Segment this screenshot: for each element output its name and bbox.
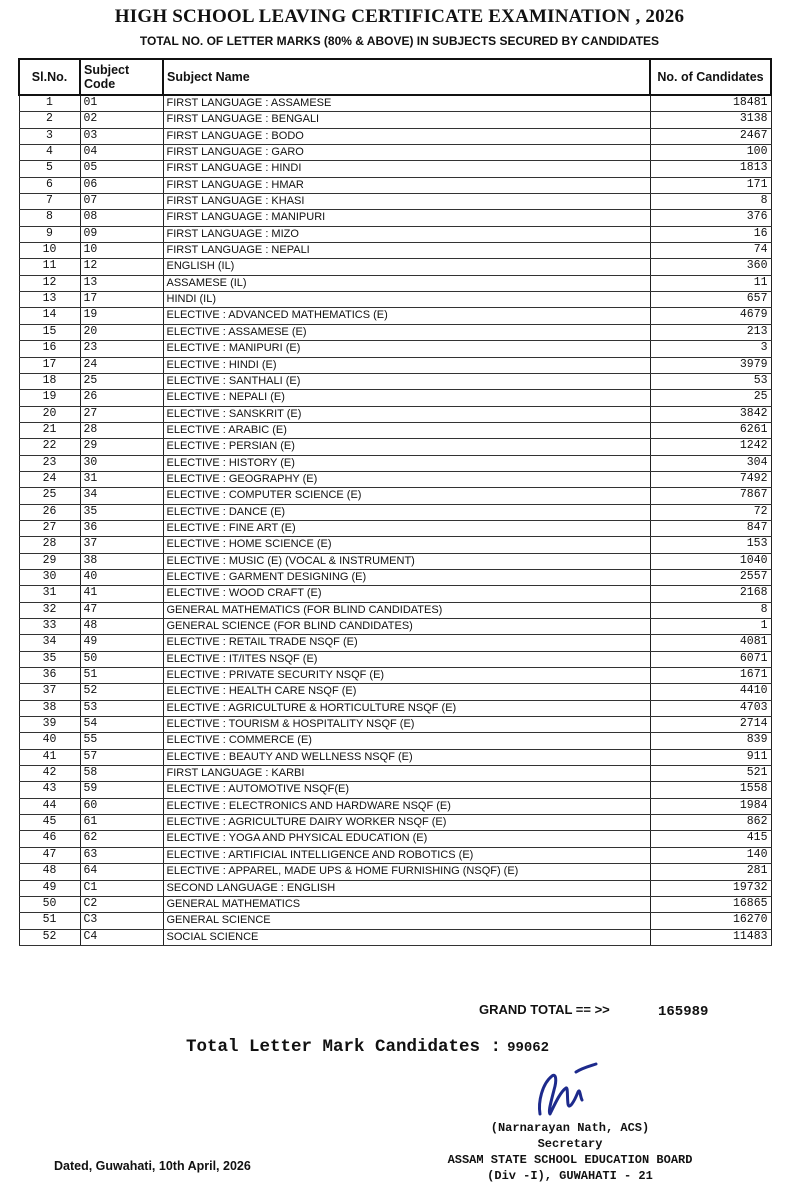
- table-row: [19, 357, 771, 373]
- row-subject-code: 57: [80, 749, 163, 765]
- row-candidate-count: 6071: [650, 651, 771, 667]
- document-title: HIGH SCHOOL LEAVING CERTIFICATE EXAMINATION , 2026: [114, 6, 685, 27]
- row-subject-name: ELECTIVE : ASSAMESE (E): [163, 324, 650, 340]
- row-subject-name: ASSAMESE (IL): [163, 275, 650, 291]
- row-subject-name: GENERAL SCIENCE (FOR BLIND CANDIDATES): [163, 619, 650, 635]
- table-row: [19, 210, 771, 226]
- row-subject-name: ELECTIVE : GARMENT DESIGNING (E): [163, 569, 650, 585]
- row-subject-code: C1: [80, 880, 163, 896]
- row-sl-no: 26: [19, 504, 80, 520]
- table-header-row: [19, 59, 771, 95]
- row-sl-no: 52: [19, 929, 80, 945]
- row-subject-name: ELECTIVE : MUSIC (E) (VOCAL & INSTRUMENT): [163, 553, 650, 569]
- row-sl-no: 37: [19, 684, 80, 700]
- table-row: [19, 128, 771, 144]
- table-row: [19, 537, 771, 553]
- signatory-designation: Secretary: [537, 1137, 603, 1151]
- row-subject-code: 05: [80, 161, 163, 177]
- table-row: [19, 569, 771, 585]
- row-sl-no: 36: [19, 668, 80, 684]
- row-subject-name: FIRST LANGUAGE : ASSAMESE: [163, 95, 650, 112]
- row-sl-no: 3: [19, 128, 80, 144]
- row-candidate-count: 16: [650, 226, 771, 242]
- row-subject-name: GENERAL MATHEMATICS (FOR BLIND CANDIDATES): [163, 602, 650, 618]
- table-row: [19, 864, 771, 880]
- row-subject-name: ELECTIVE : HINDI (E): [163, 357, 650, 373]
- row-sl-no: 46: [19, 831, 80, 847]
- table-row: [19, 308, 771, 324]
- row-subject-code: 29: [80, 439, 163, 455]
- row-sl-no: 24: [19, 471, 80, 487]
- table-row: [19, 324, 771, 340]
- row-subject-code: 55: [80, 733, 163, 749]
- row-subject-name: SECOND LANGUAGE : ENGLISH: [163, 880, 650, 896]
- signatory-division: (Div -I), GUWAHATI - 21: [487, 1169, 653, 1183]
- row-subject-code: 37: [80, 537, 163, 553]
- row-subject-code: 47: [80, 602, 163, 618]
- row-candidate-count: 153: [650, 537, 771, 553]
- table-row: [19, 700, 771, 716]
- row-candidate-count: 2557: [650, 569, 771, 585]
- row-subject-code: 08: [80, 210, 163, 226]
- row-subject-name: ELECTIVE : ARTIFICIAL INTELLIGENCE AND ROBOTICS (E): [163, 847, 650, 863]
- row-subject-name: ELECTIVE : BEAUTY AND WELLNESS NSQF (E): [163, 749, 650, 765]
- row-sl-no: 20: [19, 406, 80, 422]
- signatory-organization: ASSAM STATE SCHOOL EDUCATION BOARD: [447, 1153, 693, 1167]
- table-row: [19, 520, 771, 536]
- row-sl-no: 35: [19, 651, 80, 667]
- row-sl-no: 48: [19, 864, 80, 880]
- row-candidate-count: 1558: [650, 782, 771, 798]
- row-subject-name: ELECTIVE : PERSIAN (E): [163, 439, 650, 455]
- row-subject-code: 19: [80, 308, 163, 324]
- row-subject-code: 12: [80, 259, 163, 275]
- row-candidate-count: 3138: [650, 112, 771, 128]
- table-row: [19, 177, 771, 193]
- row-sl-no: 15: [19, 324, 80, 340]
- row-sl-no: 5: [19, 161, 80, 177]
- table-row: [19, 95, 771, 112]
- row-subject-name: FIRST LANGUAGE : HMAR: [163, 177, 650, 193]
- row-subject-code: 41: [80, 586, 163, 602]
- row-sl-no: 21: [19, 422, 80, 438]
- total-letter-mark-label: Total Letter Mark Candidates :: [186, 1037, 502, 1057]
- row-subject-name: ELECTIVE : HEALTH CARE NSQF (E): [163, 684, 650, 700]
- row-candidate-count: 1671: [650, 668, 771, 684]
- row-sl-no: 39: [19, 717, 80, 733]
- row-candidate-count: 213: [650, 324, 771, 340]
- row-candidate-count: 1242: [650, 439, 771, 455]
- table-row: [19, 292, 771, 308]
- row-sl-no: 31: [19, 586, 80, 602]
- row-subject-code: C3: [80, 913, 163, 929]
- row-candidate-count: 657: [650, 292, 771, 308]
- row-sl-no: 19: [19, 390, 80, 406]
- row-subject-name: ELECTIVE : TOURISM & HOSPITALITY NSQF (E): [163, 717, 650, 733]
- row-subject-name: FIRST LANGUAGE : BENGALI: [163, 112, 650, 128]
- grand-total-value: 165989: [658, 1004, 709, 1020]
- row-subject-name: ELECTIVE : APPAREL, MADE UPS & HOME FURNISHING (NSQF) (E): [163, 864, 650, 880]
- total-letter-mark-line: [186, 1037, 549, 1057]
- row-sl-no: 12: [19, 275, 80, 291]
- row-subject-name: FIRST LANGUAGE : KHASI: [163, 194, 650, 210]
- table-row: [19, 815, 771, 831]
- row-subject-code: 17: [80, 292, 163, 308]
- row-candidate-count: 18481: [650, 95, 771, 112]
- row-subject-code: 27: [80, 406, 163, 422]
- row-sl-no: 22: [19, 439, 80, 455]
- row-subject-name: ELECTIVE : HISTORY (E): [163, 455, 650, 471]
- dated-line: Dated, Guwahati, 10th April, 2026: [54, 1159, 251, 1173]
- table-row: [19, 831, 771, 847]
- header-subject-code: Subject Code: [80, 59, 163, 95]
- table-row: [19, 896, 771, 912]
- row-subject-code: 03: [80, 128, 163, 144]
- row-sl-no: 13: [19, 292, 80, 308]
- table-row: [19, 553, 771, 569]
- row-sl-no: 43: [19, 782, 80, 798]
- row-subject-code: 50: [80, 651, 163, 667]
- row-sl-no: 4: [19, 145, 80, 161]
- row-sl-no: 32: [19, 602, 80, 618]
- row-subject-name: ELECTIVE : PRIVATE SECURITY NSQF (E): [163, 668, 650, 684]
- row-sl-no: 45: [19, 815, 80, 831]
- row-subject-code: 63: [80, 847, 163, 863]
- row-candidate-count: 304: [650, 455, 771, 471]
- row-subject-code: 64: [80, 864, 163, 880]
- row-candidate-count: 521: [650, 766, 771, 782]
- row-subject-name: ELECTIVE : IT/ITES NSQF (E): [163, 651, 650, 667]
- row-sl-no: 14: [19, 308, 80, 324]
- row-sl-no: 50: [19, 896, 80, 912]
- row-sl-no: 40: [19, 733, 80, 749]
- row-subject-code: 40: [80, 569, 163, 585]
- row-subject-code: 62: [80, 831, 163, 847]
- row-candidate-count: 100: [650, 145, 771, 161]
- row-subject-name: ELECTIVE : MANIPURI (E): [163, 341, 650, 357]
- row-sl-no: 9: [19, 226, 80, 242]
- row-candidate-count: 171: [650, 177, 771, 193]
- row-subject-name: FIRST LANGUAGE : KARBI: [163, 766, 650, 782]
- row-candidate-count: 839: [650, 733, 771, 749]
- row-candidate-count: 8: [650, 602, 771, 618]
- row-subject-code: 58: [80, 766, 163, 782]
- row-subject-name: ELECTIVE : GEOGRAPHY (E): [163, 471, 650, 487]
- grand-total-label: GRAND TOTAL == >>: [479, 1002, 610, 1017]
- row-subject-code: 49: [80, 635, 163, 651]
- header-subject-name: Subject Name: [163, 59, 650, 95]
- row-sl-no: 38: [19, 700, 80, 716]
- row-candidate-count: 11: [650, 275, 771, 291]
- row-sl-no: 42: [19, 766, 80, 782]
- row-candidate-count: 376: [650, 210, 771, 226]
- row-candidate-count: 1040: [650, 553, 771, 569]
- row-sl-no: 25: [19, 488, 80, 504]
- row-subject-code: 36: [80, 520, 163, 536]
- table-row: [19, 913, 771, 929]
- row-subject-name: ELECTIVE : SANTHALI (E): [163, 373, 650, 389]
- row-candidate-count: 16865: [650, 896, 771, 912]
- row-subject-name: ELECTIVE : AUTOMOTIVE NSQF(E): [163, 782, 650, 798]
- row-subject-name: ELECTIVE : ARABIC (E): [163, 422, 650, 438]
- table-row: [19, 684, 771, 700]
- table-row: [19, 455, 771, 471]
- row-sl-no: 2: [19, 112, 80, 128]
- row-subject-code: 59: [80, 782, 163, 798]
- row-subject-name: ELECTIVE : YOGA AND PHYSICAL EDUCATION (E): [163, 831, 650, 847]
- signatory-block: [410, 1120, 730, 1184]
- row-candidate-count: 4081: [650, 635, 771, 651]
- row-sl-no: 34: [19, 635, 80, 651]
- table-row: [19, 586, 771, 602]
- table-row: [19, 847, 771, 863]
- row-sl-no: 27: [19, 520, 80, 536]
- table-row: [19, 439, 771, 455]
- row-sl-no: 23: [19, 455, 80, 471]
- row-subject-code: 38: [80, 553, 163, 569]
- row-subject-code: 31: [80, 471, 163, 487]
- table-row: [19, 422, 771, 438]
- row-candidate-count: 53: [650, 373, 771, 389]
- row-subject-code: 53: [80, 700, 163, 716]
- table-row: [19, 112, 771, 128]
- table-row: [19, 243, 771, 259]
- row-subject-name: FIRST LANGUAGE : HINDI: [163, 161, 650, 177]
- row-subject-code: 02: [80, 112, 163, 128]
- row-subject-name: ELECTIVE : ELECTRONICS AND HARDWARE NSQF (E): [163, 798, 650, 814]
- table-row: [19, 341, 771, 357]
- row-subject-name: ENGLISH (IL): [163, 259, 650, 275]
- row-subject-code: 09: [80, 226, 163, 242]
- row-subject-code: 06: [80, 177, 163, 193]
- row-subject-name: ELECTIVE : RETAIL TRADE NSQF (E): [163, 635, 650, 651]
- table-row: [19, 929, 771, 945]
- row-subject-code: 23: [80, 341, 163, 357]
- row-candidate-count: 16270: [650, 913, 771, 929]
- row-subject-code: 28: [80, 422, 163, 438]
- table-row: [19, 406, 771, 422]
- row-candidate-count: 3: [650, 341, 771, 357]
- row-candidate-count: 6261: [650, 422, 771, 438]
- row-subject-code: 24: [80, 357, 163, 373]
- table-row: [19, 880, 771, 896]
- table-row: [19, 749, 771, 765]
- row-subject-name: ELECTIVE : AGRICULTURE & HORTICULTURE NSQF (E): [163, 700, 650, 716]
- row-sl-no: 28: [19, 537, 80, 553]
- row-subject-code: 60: [80, 798, 163, 814]
- row-sl-no: 44: [19, 798, 80, 814]
- row-subject-name: FIRST LANGUAGE : BODO: [163, 128, 650, 144]
- table-row: [19, 602, 771, 618]
- table-row: [19, 651, 771, 667]
- row-sl-no: 47: [19, 847, 80, 863]
- row-subject-code: 10: [80, 243, 163, 259]
- row-subject-code: 54: [80, 717, 163, 733]
- row-sl-no: 49: [19, 880, 80, 896]
- row-subject-code: 51: [80, 668, 163, 684]
- row-subject-code: C4: [80, 929, 163, 945]
- row-sl-no: 11: [19, 259, 80, 275]
- row-subject-name: FIRST LANGUAGE : MANIPURI: [163, 210, 650, 226]
- row-sl-no: 51: [19, 913, 80, 929]
- row-subject-code: 01: [80, 95, 163, 112]
- row-sl-no: 8: [19, 210, 80, 226]
- table-row: [19, 373, 771, 389]
- row-sl-no: 1: [19, 95, 80, 112]
- row-sl-no: 10: [19, 243, 80, 259]
- table-row: [19, 488, 771, 504]
- row-candidate-count: 2168: [650, 586, 771, 602]
- row-candidate-count: 8: [650, 194, 771, 210]
- row-candidate-count: 1813: [650, 161, 771, 177]
- row-subject-name: ELECTIVE : WOOD CRAFT (E): [163, 586, 650, 602]
- signatory-name: (Narnarayan Nath, ACS): [490, 1121, 650, 1135]
- table-row: [19, 717, 771, 733]
- row-sl-no: 7: [19, 194, 80, 210]
- row-candidate-count: 2467: [650, 128, 771, 144]
- row-subject-code: 48: [80, 619, 163, 635]
- row-subject-name: ELECTIVE : AGRICULTURE DAIRY WORKER NSQF (E): [163, 815, 650, 831]
- row-candidate-count: 11483: [650, 929, 771, 945]
- row-subject-code: C2: [80, 896, 163, 912]
- table-row: [19, 668, 771, 684]
- row-subject-name: FIRST LANGUAGE : NEPALI: [163, 243, 650, 259]
- row-candidate-count: 1: [650, 619, 771, 635]
- row-sl-no: 30: [19, 569, 80, 585]
- row-subject-code: 07: [80, 194, 163, 210]
- total-letter-mark-value: 99062: [507, 1040, 550, 1056]
- row-candidate-count: 19732: [650, 880, 771, 896]
- row-candidate-count: 2714: [650, 717, 771, 733]
- row-subject-code: 13: [80, 275, 163, 291]
- table-row: [19, 145, 771, 161]
- row-subject-name: GENERAL SCIENCE: [163, 913, 650, 929]
- row-candidate-count: 4410: [650, 684, 771, 700]
- row-candidate-count: 7867: [650, 488, 771, 504]
- row-sl-no: 33: [19, 619, 80, 635]
- row-subject-name: FIRST LANGUAGE : MIZO: [163, 226, 650, 242]
- header-no-of-candidates: No. of Candidates: [650, 59, 771, 95]
- row-subject-name: ELECTIVE : HOME SCIENCE (E): [163, 537, 650, 553]
- results-table: [18, 58, 772, 946]
- row-candidate-count: 3979: [650, 357, 771, 373]
- row-candidate-count: 4703: [650, 700, 771, 716]
- row-candidate-count: 847: [650, 520, 771, 536]
- row-candidate-count: 360: [650, 259, 771, 275]
- row-sl-no: 17: [19, 357, 80, 373]
- row-subject-name: FIRST LANGUAGE : GARO: [163, 145, 650, 161]
- row-subject-code: 35: [80, 504, 163, 520]
- table-row: [19, 194, 771, 210]
- table-row: [19, 782, 771, 798]
- table-row: [19, 619, 771, 635]
- row-sl-no: 6: [19, 177, 80, 193]
- row-candidate-count: 415: [650, 831, 771, 847]
- table-row: [19, 471, 771, 487]
- row-subject-code: 61: [80, 815, 163, 831]
- row-subject-name: ELECTIVE : DANCE (E): [163, 504, 650, 520]
- row-subject-name: ELECTIVE : COMMERCE (E): [163, 733, 650, 749]
- row-candidate-count: 74: [650, 243, 771, 259]
- row-candidate-count: 281: [650, 864, 771, 880]
- row-sl-no: 18: [19, 373, 80, 389]
- results-table-body: [19, 95, 771, 945]
- table-row: [19, 161, 771, 177]
- table-row: [19, 275, 771, 291]
- row-candidate-count: 72: [650, 504, 771, 520]
- row-candidate-count: 1984: [650, 798, 771, 814]
- row-candidate-count: 3842: [650, 406, 771, 422]
- document-subtitle: TOTAL NO. OF LETTER MARKS (80% & ABOVE) IN SUBJECTS SECURED BY CANDIDATES: [139, 34, 660, 48]
- row-candidate-count: 862: [650, 815, 771, 831]
- row-candidate-count: 4679: [650, 308, 771, 324]
- row-subject-code: 20: [80, 324, 163, 340]
- row-candidate-count: 911: [650, 749, 771, 765]
- row-sl-no: 41: [19, 749, 80, 765]
- row-subject-name: SOCIAL SCIENCE: [163, 929, 650, 945]
- row-subject-code: 04: [80, 145, 163, 161]
- row-sl-no: 16: [19, 341, 80, 357]
- row-subject-name: GENERAL MATHEMATICS: [163, 896, 650, 912]
- row-subject-name: ELECTIVE : NEPALI (E): [163, 390, 650, 406]
- row-candidate-count: 7492: [650, 471, 771, 487]
- row-subject-name: HINDI (IL): [163, 292, 650, 308]
- table-row: [19, 259, 771, 275]
- row-subject-code: 30: [80, 455, 163, 471]
- table-row: [19, 798, 771, 814]
- row-subject-code: 26: [80, 390, 163, 406]
- table-row: [19, 226, 771, 242]
- row-subject-code: 52: [80, 684, 163, 700]
- row-subject-name: ELECTIVE : ADVANCED MATHEMATICS (E): [163, 308, 650, 324]
- row-subject-name: ELECTIVE : COMPUTER SCIENCE (E): [163, 488, 650, 504]
- row-subject-code: 25: [80, 373, 163, 389]
- header-sl-no: Sl.No.: [19, 59, 80, 95]
- table-row: [19, 733, 771, 749]
- table-row: [19, 766, 771, 782]
- row-subject-name: ELECTIVE : FINE ART (E): [163, 520, 650, 536]
- row-candidate-count: 140: [650, 847, 771, 863]
- row-subject-name: ELECTIVE : SANSKRIT (E): [163, 406, 650, 422]
- row-candidate-count: 25: [650, 390, 771, 406]
- row-subject-code: 34: [80, 488, 163, 504]
- table-row: [19, 635, 771, 651]
- row-sl-no: 29: [19, 553, 80, 569]
- secretary-signature: [530, 1062, 600, 1120]
- table-row: [19, 390, 771, 406]
- table-row: [19, 504, 771, 520]
